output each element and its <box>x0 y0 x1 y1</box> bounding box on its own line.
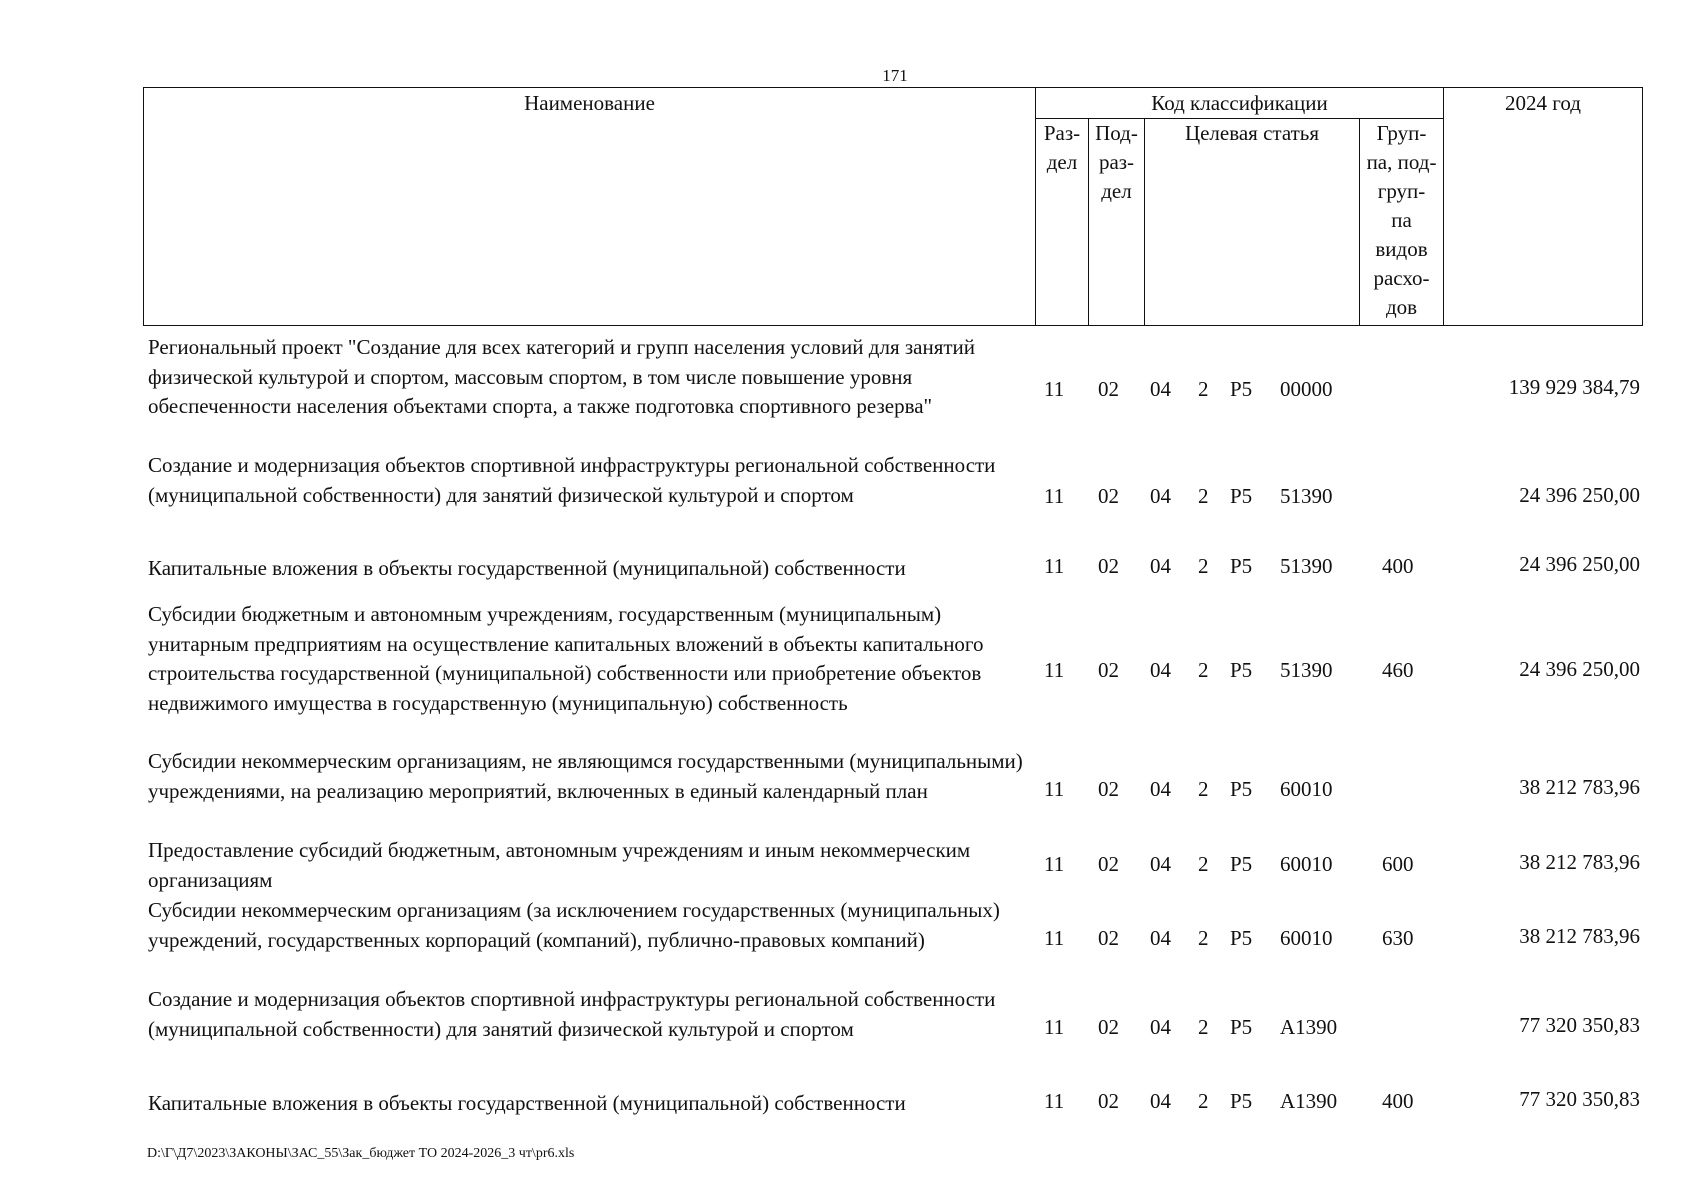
row-amount: 77 320 350,83 <box>1519 1087 1640 1111</box>
row-podrazdel: 02 <box>1098 1089 1119 1113</box>
row-podrazdel: 02 <box>1098 852 1119 876</box>
row-target-4: 60010 <box>1280 926 1333 950</box>
row-target-1: 04 <box>1150 484 1171 508</box>
row-target-1: 04 <box>1150 777 1171 801</box>
row-amount: 38 212 783,96 <box>1519 924 1640 948</box>
row-amount: 24 396 250,00 <box>1519 483 1640 507</box>
row-target-2: 2 <box>1198 1015 1209 1039</box>
row-target-1: 04 <box>1150 1015 1171 1039</box>
row-target-4: 51390 <box>1280 658 1333 682</box>
header-razdel: Раз- дел <box>1036 119 1089 326</box>
row-name: Создание и модернизация объектов спортивной инфраструктуры региональной собственности (муниципальной собственности) для занятий физической культурой и спортом <box>148 987 996 1041</box>
row-group: 630 <box>1382 926 1414 950</box>
row-amount: 38 212 783,96 <box>1519 775 1640 799</box>
row-podrazdel: 02 <box>1098 777 1119 801</box>
row-podrazdel: 02 <box>1098 554 1119 578</box>
row-target-1: 04 <box>1150 926 1171 950</box>
row-target-3: Р5 <box>1230 852 1253 876</box>
row-group: 600 <box>1382 852 1414 876</box>
row-target-3: Р5 <box>1230 554 1253 578</box>
row-target-3: Р5 <box>1230 377 1253 401</box>
row-target-1: 04 <box>1150 852 1171 876</box>
table-header <box>143 87 1643 326</box>
row-amount: 24 396 250,00 <box>1519 552 1640 576</box>
row-target-4: 51390 <box>1280 554 1333 578</box>
row-target-1: 04 <box>1150 1089 1171 1113</box>
header-name: Наименование <box>144 88 1036 326</box>
header-code-group: Код классификации <box>1036 88 1444 119</box>
row-target-1: 04 <box>1150 377 1171 401</box>
row-target-2: 2 <box>1198 484 1209 508</box>
row-target-2: 2 <box>1198 1089 1209 1113</box>
row-razdel: 11 <box>1044 377 1065 401</box>
row-amount: 24 396 250,00 <box>1519 657 1640 681</box>
row-razdel: 11 <box>1044 926 1065 950</box>
row-target-1: 04 <box>1150 658 1171 682</box>
row-name: Предоставление субсидий бюджетным, автономным учреждениям и иным некоммерческим организациям <box>148 838 971 892</box>
row-target-4: 60010 <box>1280 852 1333 876</box>
row-group: 400 <box>1382 554 1414 578</box>
row-razdel: 11 <box>1044 1089 1065 1113</box>
row-podrazdel: 02 <box>1098 926 1119 950</box>
row-target-2: 2 <box>1198 658 1209 682</box>
row-target-2: 2 <box>1198 554 1209 578</box>
row-name: Региональный проект "Создание для всех категорий и групп населения условий для занятий физической культурой и спортом, массовым спортом, в том числе повышение уровня обеспеченности населения объектами спорта, а также подготовка спортивного резерва" <box>148 335 976 418</box>
row-amount: 77 320 350,83 <box>1519 1013 1640 1037</box>
row-podrazdel: 02 <box>1098 377 1119 401</box>
header-year: 2024 год <box>1444 88 1643 326</box>
row-target-2: 2 <box>1198 926 1209 950</box>
row-target-1: 04 <box>1150 554 1171 578</box>
row-target-3: Р5 <box>1230 1089 1253 1113</box>
header-podrazdel: Под- раз- дел <box>1089 119 1145 326</box>
row-amount: 139 929 384,79 <box>1508 375 1640 399</box>
row-razdel: 11 <box>1044 484 1065 508</box>
row-target-4: А1390 <box>1280 1015 1338 1039</box>
row-target-4: 51390 <box>1280 484 1333 508</box>
row-target-2: 2 <box>1198 852 1209 876</box>
row-amount: 38 212 783,96 <box>1519 850 1640 874</box>
row-razdel: 11 <box>1044 852 1065 876</box>
row-razdel: 11 <box>1044 1015 1065 1039</box>
row-target-2: 2 <box>1198 377 1209 401</box>
row-group: 460 <box>1382 658 1414 682</box>
row-target-3: Р5 <box>1230 1015 1253 1039</box>
row-razdel: 11 <box>1044 658 1065 682</box>
page-number: 171 <box>882 66 908 85</box>
header-celevaya: Целевая статья <box>1145 119 1360 326</box>
row-razdel: 11 <box>1044 777 1065 801</box>
row-podrazdel: 02 <box>1098 1015 1119 1039</box>
row-name: Субсидии бюджетным и автономным учреждениям, государственным (муниципальным) унитарным предприятиям на осуществление капитальных вложений в объекты капитального строительства государственной (муниципальной) собственности или приобретение объектов недвижимого имущества в государственную (муниципальную) собственность <box>148 602 984 715</box>
file-path-footer: D:\Г\Д7\2023\ЗАКОНЫ\ЗАС_55\Зак_бюджет ТО 2024-2026_3 чт\pr6.xls <box>147 1146 575 1161</box>
header-gruppa: Груп- па, под- груп- па видов расхо- дов <box>1360 119 1444 326</box>
row-razdel: 11 <box>1044 554 1065 578</box>
row-group: 400 <box>1382 1089 1414 1113</box>
row-name: Создание и модернизация объектов спортивной инфраструктуры региональной собственности (муниципальной собственности) для занятий физической культурой и спортом <box>148 453 996 507</box>
row-name: Капитальные вложения в объекты государственной (муниципальной) собственности <box>148 1091 906 1115</box>
row-target-2: 2 <box>1198 777 1209 801</box>
row-target-3: Р5 <box>1230 926 1253 950</box>
row-target-4: 00000 <box>1280 377 1333 401</box>
row-target-3: Р5 <box>1230 658 1253 682</box>
row-target-4: А1390 <box>1280 1089 1338 1113</box>
row-target-3: Р5 <box>1230 484 1253 508</box>
row-podrazdel: 02 <box>1098 484 1119 508</box>
row-podrazdel: 02 <box>1098 658 1119 682</box>
row-name: Субсидии некоммерческим организациям (за исключением государственных (муниципальных) учреждений, государственных корпораций (компаний), публично-правовых компаний) <box>148 898 1000 952</box>
row-target-4: 60010 <box>1280 777 1333 801</box>
row-name: Субсидии некоммерческим организациям, не являющимся государственными (муниципальными) учреждениями, на реализацию мероприятий, включенных в единый календарный план <box>148 749 1023 803</box>
row-name: Капитальные вложения в объекты государственной (муниципальной) собственности <box>148 556 906 580</box>
row-target-3: Р5 <box>1230 777 1253 801</box>
